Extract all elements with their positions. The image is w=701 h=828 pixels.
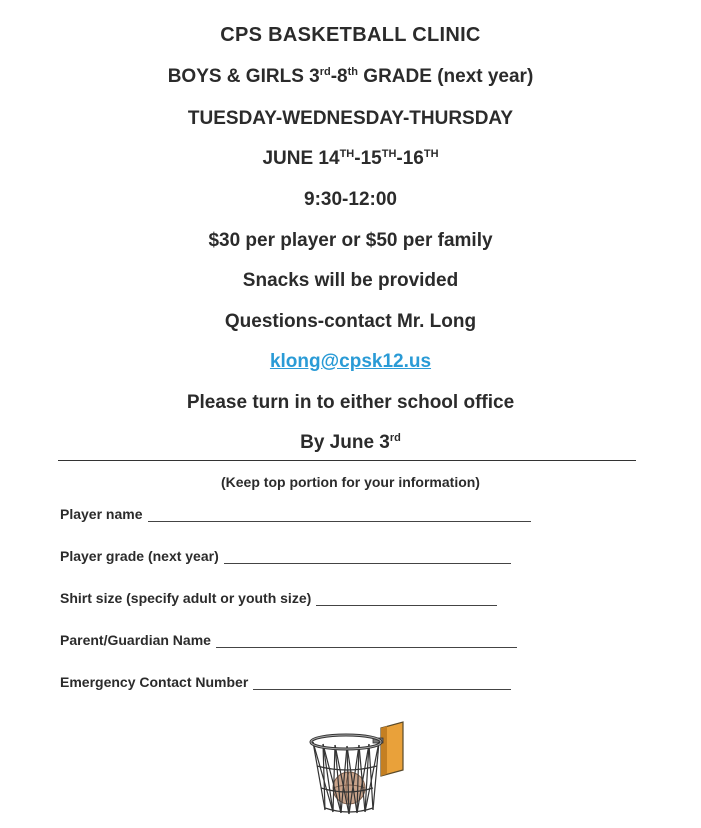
basketball-hoop-icon <box>303 718 409 816</box>
price-line: $30 per player or $50 per family <box>208 230 493 251</box>
email-link[interactable]: klong@cpsk12.us <box>269 351 432 372</box>
days-line: TUESDAY-WEDNESDAY-THURSDAY <box>187 108 514 129</box>
deadline-line: By June 3rd <box>300 432 401 453</box>
field-label: Player grade (next year) <box>60 548 219 564</box>
questions-line: Questions-contact Mr. Long <box>224 311 477 332</box>
emergency-contact-field <box>60 674 511 690</box>
shirt-size-field <box>60 590 497 606</box>
field-label: Emergency Contact Number <box>60 674 249 690</box>
grade-line: BOYS & GIRLS 3rd-8th GRADE (next year) <box>167 66 534 87</box>
emergency-contact-blank[interactable] <box>253 675 511 690</box>
email-line <box>0 351 701 373</box>
cut-divider <box>58 460 636 461</box>
parent-name-blank[interactable] <box>216 633 517 648</box>
player-grade-blank[interactable] <box>224 549 511 564</box>
turn-in-line: Please turn in to either school office <box>186 392 515 413</box>
keep-note: (Keep top portion for your information) <box>221 474 480 490</box>
snacks-line: Snacks will be provided <box>242 270 459 291</box>
shirt-size-blank[interactable] <box>316 591 497 606</box>
clinic-title: CPS BASKETBALL CLINIC <box>220 24 481 46</box>
time-line: 9:30-12:00 <box>304 189 397 210</box>
player-name-field <box>60 506 531 522</box>
player-grade-field <box>60 548 511 564</box>
field-label: Parent/Guardian Name <box>60 632 211 648</box>
dates-line: JUNE 14TH-15TH-16TH <box>262 148 439 169</box>
field-label: Shirt size (specify adult or youth size) <box>60 590 312 606</box>
parent-name-field <box>60 632 517 648</box>
field-label: Player name <box>60 506 143 522</box>
player-name-blank[interactable] <box>148 507 531 522</box>
